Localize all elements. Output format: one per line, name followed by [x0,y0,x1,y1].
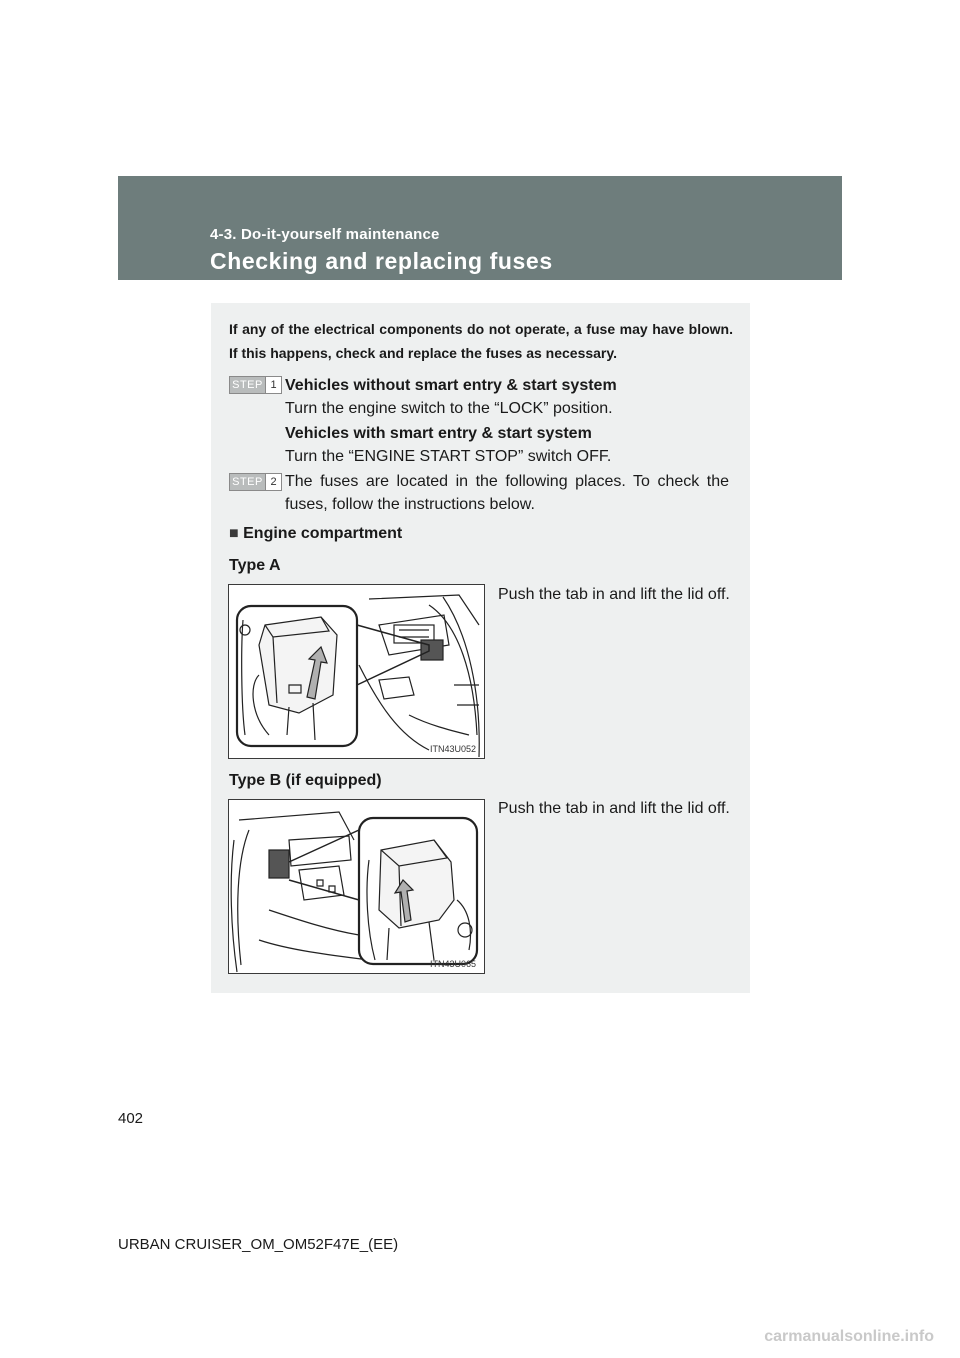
fuse-box-type-a-illustration [229,585,484,758]
step-number: 2 [265,474,281,490]
type-a-figure [228,584,485,759]
section-label: 4-3. Do-it-yourself maintenance [210,226,440,243]
step-2-text: The fuses are located in the following places. To check the fuses, follow the instructions below. [285,473,729,513]
type-b-label: Type B (if equipped) [229,772,382,789]
fuse-box-type-b-illustration [229,800,484,973]
type-b-figure [228,799,485,974]
step-2-badge [229,473,282,491]
step-word: STEP [230,377,265,393]
step-1-text-a: Turn the engine switch to the “LOCK” position. [285,400,613,417]
step-word: STEP [230,474,265,490]
type-b-instruction: Push the tab in and lift the lid off. [498,800,730,817]
bullet-square-icon: ■ [229,525,239,542]
intro-text: If any of the electrical components do not operate, a fuse may have blown. If this happens, check and replace the fuses as necessary. [229,321,733,361]
engine-compartment-heading [229,522,402,545]
step-1-heading-b: Vehicles with smart entry & start system [285,425,592,442]
watermark: carmanualsonline.info [764,1328,934,1345]
step-1-text-b: Turn the “ENGINE START STOP” switch OFF. [285,448,612,465]
document-id: URBAN CRUISER_OM_OM52F47E_(EE) [118,1236,399,1253]
page-number: 402 [118,1110,144,1127]
content-panel [211,303,750,993]
step-1-heading-a: Vehicles without smart entry & start system [285,377,617,394]
engine-heading-text: Engine compartment [243,525,403,542]
step-1-badge [229,376,282,394]
type-b-figure-code: ITN43U065 [429,959,476,969]
type-a-figure-code: ITN43U052 [429,744,476,754]
page-title: Checking and replacing fuses [210,248,553,274]
type-a-instruction: Push the tab in and lift the lid off. [498,586,730,603]
section-header [118,176,842,280]
type-a-label: Type A [229,557,281,574]
step-number: 1 [265,377,281,393]
